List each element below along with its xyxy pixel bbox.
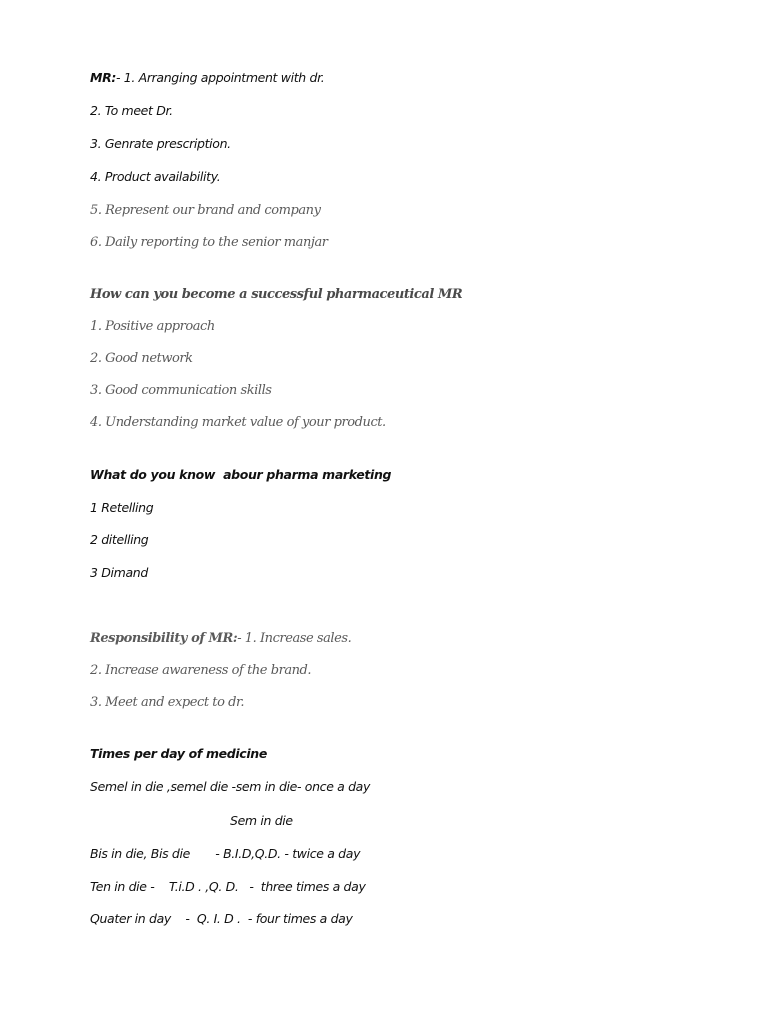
times-line-once: Semel in die ,semel die -sem in die- once a day — [90, 779, 371, 794]
times-line-twice: Bis in die, Bis die - B.I.D,Q.D. - twice a day — [90, 846, 361, 861]
success-item-2: 2. Good network — [90, 351, 193, 366]
marketing-item-1: 1 Retelling — [90, 500, 154, 515]
times-line-four: Quater in day - Q. I. D . - four times a day — [90, 911, 353, 926]
marketing-item-3: 3 Dimand — [90, 565, 148, 580]
mr-label: MR: — [90, 70, 117, 85]
mr-duty-line-5: 5. Represent our brand and company — [90, 203, 321, 218]
responsibility-item-1-text: - 1. Increase sales. — [237, 631, 352, 646]
marketing-item-2: 2 ditelling — [90, 532, 149, 547]
success-item-1: 1. Positive approach — [90, 319, 215, 334]
times-heading: Times per day of medicine — [90, 746, 267, 761]
responsibility-item-2: 2. Increase awareness of the brand. — [90, 663, 312, 678]
times-line-sem-in-die: Sem in die — [230, 813, 293, 828]
mr-duty-1-text: - 1. Arranging appointment with dr. — [116, 70, 325, 85]
responsibility-line-1 — [90, 632, 351, 645]
responsibility-label: Responsibility of MR: — [90, 631, 238, 646]
marketing-heading: What do you know abour pharma marketing — [90, 467, 392, 482]
mr-duty-line-2: 2. To meet Dr. — [90, 103, 173, 118]
mr-duty-line-3: 3. Genrate prescription. — [90, 136, 231, 151]
success-item-3: 3. Good communication skills — [90, 383, 272, 398]
success-heading: How can you become a successful pharmaceutical MR — [90, 287, 463, 302]
mr-duty-line-6: 6. Daily reporting to the senior manjar — [90, 235, 328, 250]
mr-duty-line-1 — [90, 72, 324, 85]
mr-duty-line-4: 4. Product availability. — [90, 169, 221, 184]
times-line-three: Ten in die - T.i.D . ,Q. D. - three times a day — [90, 879, 366, 894]
success-item-4: 4. Understanding market value of your product. — [90, 415, 386, 430]
responsibility-item-3: 3. Meet and expect to dr. — [90, 695, 245, 710]
